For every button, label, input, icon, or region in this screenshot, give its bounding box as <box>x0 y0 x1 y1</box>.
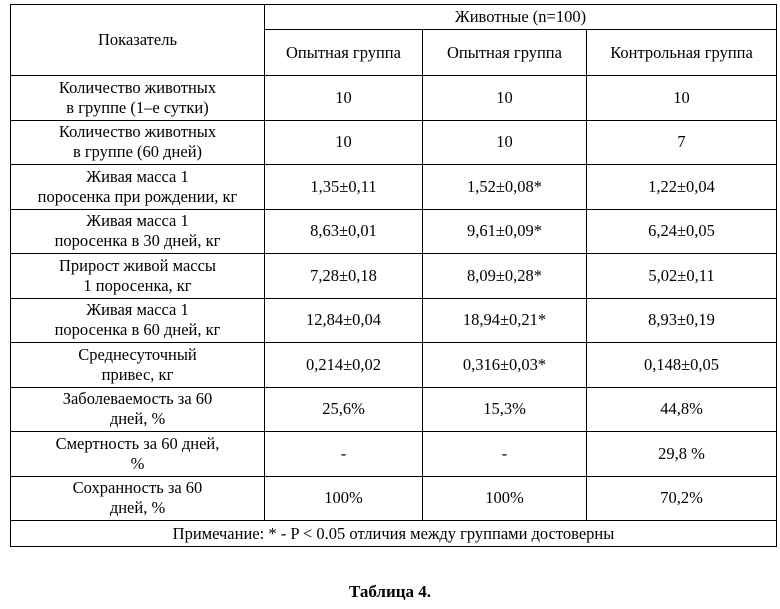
cell-value: 100% <box>265 476 423 521</box>
row-label: Количество животных в группе (60 дней) <box>11 120 265 165</box>
cell-value: 44,8% <box>587 387 777 432</box>
cell-value: 0,316±0,03* <box>423 343 587 388</box>
cell-value: 8,09±0,28* <box>423 254 587 299</box>
header-indicator: Показатель <box>11 5 265 76</box>
cell-value: 25,6% <box>265 387 423 432</box>
row-label: Сохранность за 60 дней, % <box>11 476 265 521</box>
table-row <box>11 165 777 210</box>
note-row <box>11 521 777 547</box>
cell-value: 0,148±0,05 <box>587 343 777 388</box>
row-label: Заболеваемость за 60 дней, % <box>11 387 265 432</box>
row-label: Живая масса 1 поросенка при рождении, кг <box>11 165 265 210</box>
cell-value: 10 <box>587 76 777 121</box>
table-row <box>11 120 777 165</box>
results-table <box>10 4 777 547</box>
cell-value: 8,63±0,01 <box>265 209 423 254</box>
cell-value: 1,22±0,04 <box>587 165 777 210</box>
cell-value: 10 <box>423 76 587 121</box>
cell-value: 7,28±0,18 <box>265 254 423 299</box>
row-label: Количество животных в группе (1–е сутки) <box>11 76 265 121</box>
cell-value: 7 <box>587 120 777 165</box>
cell-value: 15,3% <box>423 387 587 432</box>
cell-value: - <box>265 432 423 477</box>
row-label: Живая масса 1 поросенка в 60 дней, кг <box>11 298 265 343</box>
table-row <box>11 476 777 521</box>
table-row <box>11 298 777 343</box>
header-group-1: Опытная группа <box>265 30 423 76</box>
header-group-2: Опытная группа <box>423 30 587 76</box>
header-group-3: Контрольная группа <box>587 30 777 76</box>
row-label: Смертность за 60 дней, % <box>11 432 265 477</box>
table-row <box>11 387 777 432</box>
cell-value: 10 <box>423 120 587 165</box>
table-row <box>11 343 777 388</box>
row-label: Среднесуточный привес, кг <box>11 343 265 388</box>
table-row <box>11 76 777 121</box>
cell-value: - <box>423 432 587 477</box>
cell-value: 9,61±0,09* <box>423 209 587 254</box>
cell-value: 100% <box>423 476 587 521</box>
cell-value: 29,8 % <box>587 432 777 477</box>
table-row <box>11 254 777 299</box>
cell-value: 70,2% <box>587 476 777 521</box>
cell-value: 1,52±0,08* <box>423 165 587 210</box>
cell-value: 1,35±0,11 <box>265 165 423 210</box>
row-label: Живая масса 1 поросенка в 30 дней, кг <box>11 209 265 254</box>
cell-value: 5,02±0,11 <box>587 254 777 299</box>
cell-value: 8,93±0,19 <box>587 298 777 343</box>
cell-value: 0,214±0,02 <box>265 343 423 388</box>
table-row <box>11 209 777 254</box>
cell-value: 10 <box>265 76 423 121</box>
cell-value: 12,84±0,04 <box>265 298 423 343</box>
header-animals: Животные (n=100) <box>265 5 777 30</box>
cell-value: 18,94±0,21* <box>423 298 587 343</box>
table-row <box>11 432 777 477</box>
header-row-animals <box>11 5 777 30</box>
cell-value: 6,24±0,05 <box>587 209 777 254</box>
table-caption: Таблица 4. <box>348 582 432 601</box>
cell-value: 10 <box>265 120 423 165</box>
table-note: Примечание: * - P < 0.05 отличия между группами достоверны <box>11 521 777 547</box>
row-label: Прирост живой массы 1 поросенка, кг <box>11 254 265 299</box>
